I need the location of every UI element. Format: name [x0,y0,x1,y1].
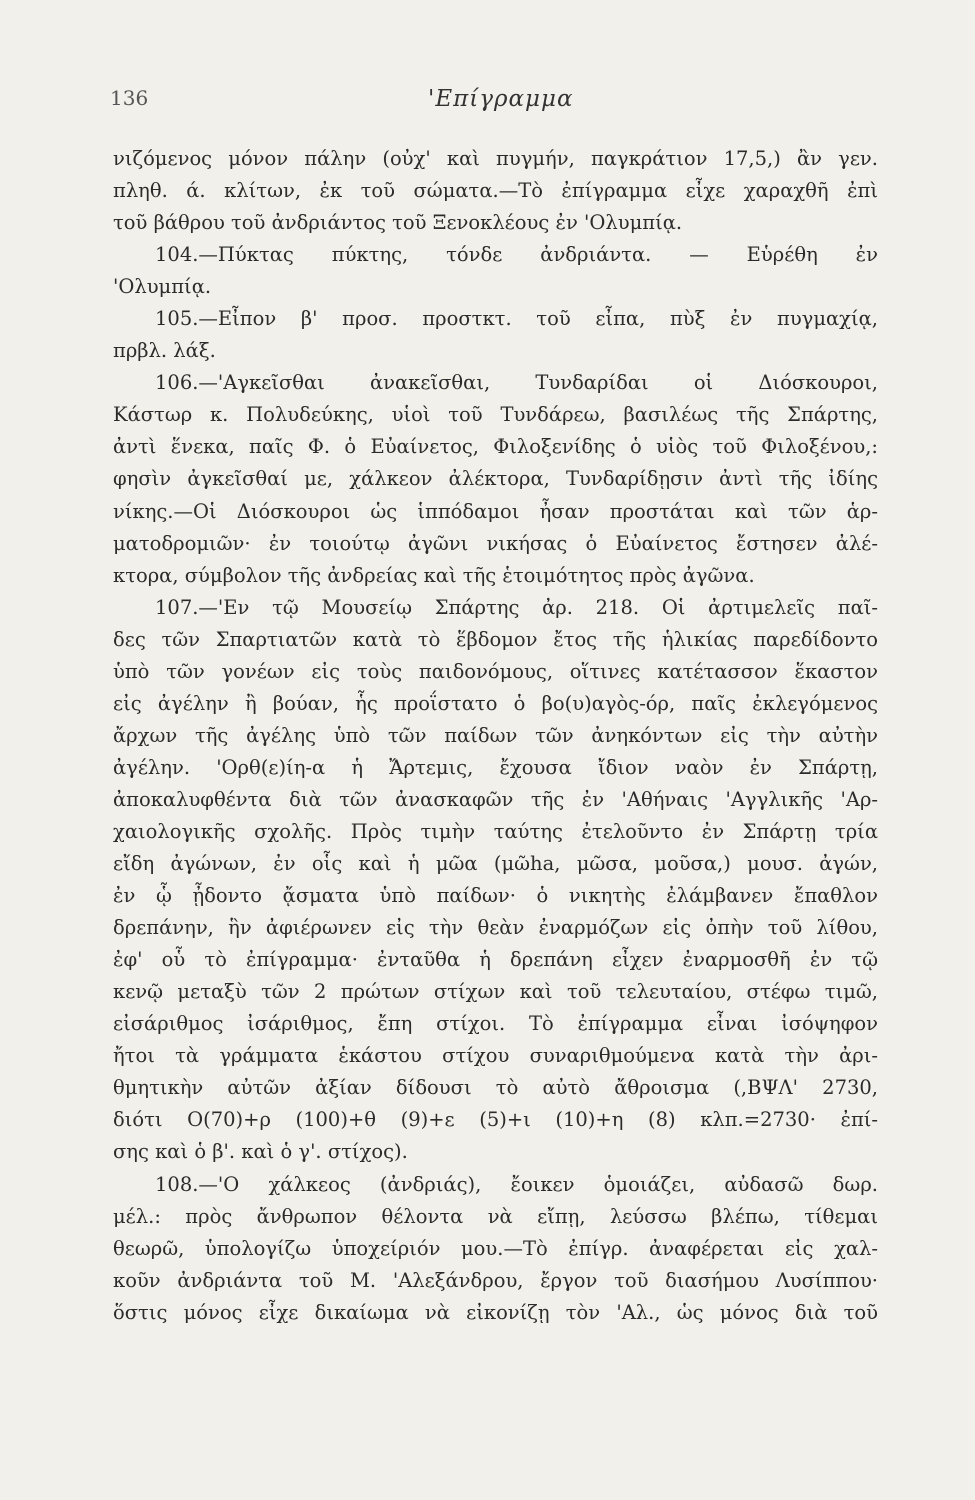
text-line: εἰσάριθμος ἰσάριθμος, ἔπη στίχοι. Τὸ ἐπίγραμμα εἶναι ἰσόψηφον [113,1012,878,1036]
text-line: ἐν ᾧ ᾖδοντο ᾄσματα ὑπὸ παίδων· ὁ νικητὴς ἐλάμβανεν ἔπαθλον [113,884,878,908]
text-line: νίκης.—Οἱ Διόσκουροι ὡς ἱππόδαμοι ἦσαν προστάται καὶ τῶν ἁρ- [113,499,878,523]
text-line: διότι Ο(70)+ρ (100)+θ (9)+ε (5)+ι (10)+η (8) κλπ.=2730· ἐπί- [113,1108,878,1132]
text-line: πρβλ. λάξ. [113,339,216,363]
text-line: ἀντὶ ἕνεκα, παῖς Φ. ὁ Εὐαίνετος, Φιλοξενίδης ὁ υἱὸς τοῦ Φιλοξένου,: [113,435,878,459]
text-line: σης καὶ ὁ β'. καὶ ὁ γ'. στίχος). [113,1140,408,1164]
running-title: 'Επίγραμμα [428,86,574,112]
text-line: ἀποκαλυφθέντα διὰ τῶν ἀνασκαφῶν τῆς ἐν 'Αθήναις 'Αγγλικῆς 'Αρ- [113,787,878,811]
text-line: ἤτοι τὰ γράμματα ἑκάστου στίχου συναριθμούμενα κατὰ τὴν ἀρι- [113,1044,878,1068]
text-line: εἴδη ἀγώνων, ἐν οἷς καὶ ἡ μῶα (μῶha, μῶσα, μοῦσα,) μουσ. ἀγών, [113,852,878,876]
text-line: χαιολογικῆς σχολῆς. Πρὸς τιμὴν ταύτης ἐτελοῦντο ἐν Σπάρτῃ τρία [113,819,878,843]
text-line: νιζόμενος μόνον πάλην (οὐχ' καὶ πυγμήν, παγκράτιον 17,5,) ἂν γεν. [113,147,878,170]
text-line: ματοδρομιῶν· ἐν τοιούτῳ ἀγῶνι νικήσας ὁ Εὐαίνετος ἔστησεν ἀλέ- [113,531,878,555]
text-line: Κάστωρ κ. Πολυδεύκης, υἱοὶ τοῦ Τυνδάρεω, βασιλέως τῆς Σπάρτης, [113,403,878,427]
text-line: εἰς ἀγέλην ἢ βούαν, ἧς προΐστατο ὁ βο(υ)αγὸς-όρ, παῖς ἐκλεγόμενος [113,691,878,715]
text-line: ὅστις μόνος εἶχε δικαίωμα νὰ εἰκονίζῃ τὸν 'Αλ., ὡς μόνος διὰ τοῦ [113,1300,878,1324]
text-line: δρεπάνην, ἣν ἀφιέρωνεν εἰς τὴν θεὰν ἐναρμόζων εἰς ὀπὴν τοῦ λίθου, [113,916,878,940]
text-line: κοῦν ἀνδριάντα τοῦ Μ. 'Αλεξάνδρου, ἔργον τοῦ διασήμου Λυσίππου· [113,1268,878,1292]
text-line: ἐφ' οὗ τὸ ἐπίγραμμα· ἐνταῦθα ἡ δρεπάνη εἶχεν ἐναρμοσθῆ ἐν τῷ [113,948,878,972]
text-line: 'Ολυμπίᾳ. [113,275,212,299]
text-line: μέλ.: πρὸς ἄνθρωπον θέλοντα νὰ εἴπῃ, λεύσσω βλέπω, τίθεμαι [113,1204,878,1228]
text-line: δες τῶν Σπαρτιατῶν κατὰ τὸ ἕβδομον ἔτος τῆς ἡλικίας παρεδίδοντο [113,627,878,651]
text-line: 105.—Εἶπον β' προσ. προστκτ. τοῦ εἶπα, πὺξ ἐν πυγμαχίᾳ, [155,307,878,331]
text-line: φησὶν ἀγκεῖσθαί με, χάλκεον ἀλέκτορα, Τυνδαρίδῃσιν ἀντὶ τῆς ἰδίης [113,467,878,491]
running-head [0,86,975,120]
text-line: ἄρχων τῆς ἀγέλης ὑπὸ τῶν παίδων τῶν ἀνηκόντων εἰς τὴν αὐτὴν [113,723,878,747]
text-line: 104.—Πύκτας πύκτης, τόνδε ἀνδριάντα. — Εὑρέθη ἐν [155,243,878,267]
text-line: τοῦ βάθρου τοῦ ἀνδριάντος τοῦ Ξενοκλέους ἐν 'Ολυμπίᾳ. [113,211,683,235]
text-line: κενῷ μεταξὺ τῶν 2 πρώτων στίχων καὶ τοῦ τελευταίου, στέφω τιμῶ, [113,980,878,1004]
body-text [113,143,878,1329]
text-line: 108.—'Ο χάλκεος (ἀνδριάς), ἔοικεν ὁμοιάζει, αὐδασῶ δωρ. [155,1172,878,1196]
text-line: θεωρῶ, ὑπολογίζω ὑποχείριόν μου.—Τὸ ἐπίγρ. ἀναφέρεται εἰς χαλ- [113,1236,878,1260]
text-line: 107.—'Εν τῷ Μουσείῳ Σπάρτης ἀρ. 218. Οἱ ἀρτιμελεῖς παῖ- [155,595,878,619]
text-line: ὑπὸ τῶν γονέων εἰς τοὺς παιδονόμους, οἵτινες κατέτασσον ἕκαστον [113,659,878,683]
page-number: 136 [110,86,149,110]
text-line: πληθ. ά. κλίτων, ἐκ τοῦ σώματα.—Τὸ ἐπίγραμμα εἶχε χαραχθῆ ἐπὶ [113,179,878,203]
text-line: 106.—'Αγκεῖσθαι ἀνακεῖσθαι, Τυνδαρίδαι οἱ Διόσκουροι, [155,371,878,395]
text-line: ἀγέλην. 'Ορθ(ε)ίη-α ἡ Ἄρτεμις, ἔχουσα ἴδιον ναὸν ἐν Σπάρτῃ, [113,755,878,779]
text-line: κτορα, σύμβολον τῆς ἀνδρείας καὶ τῆς ἑτοιμότητος πρὸς ἀγῶνα. [113,563,755,587]
text-line: θμητικὴν αὐτῶν ἀξίαν δίδουσι τὸ αὐτὸ ἄθροισμα (,ΒΨΛ' 2730, [113,1076,878,1100]
